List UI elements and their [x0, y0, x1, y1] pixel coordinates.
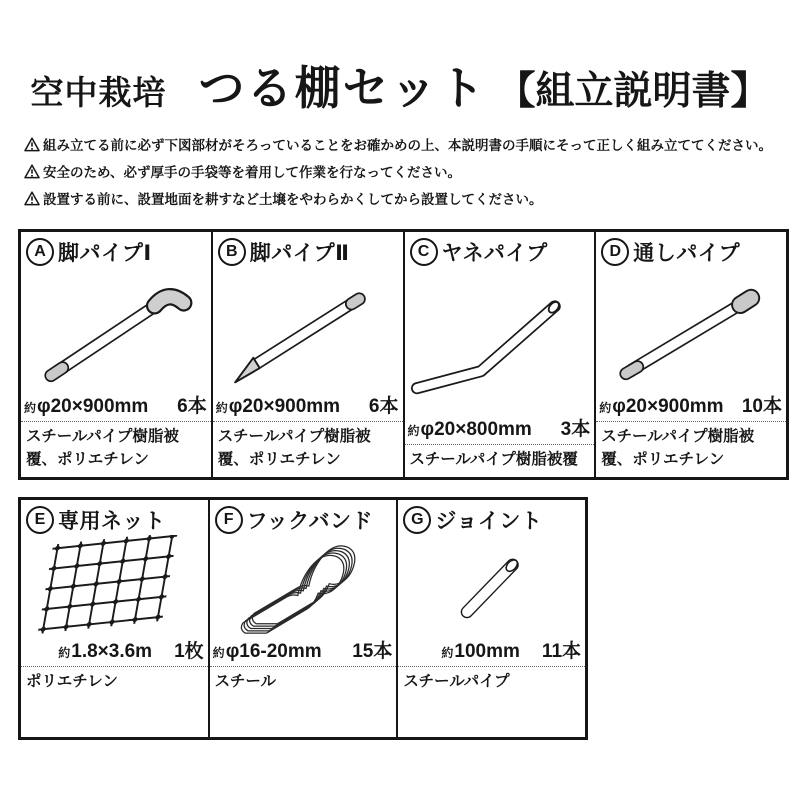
warning-text: 設置する前に、設置地面を耕すなど土壌をやわらかくしてから設置してください。: [43, 192, 543, 207]
part-cell-g: [396, 500, 585, 737]
part-header: [596, 232, 786, 267]
through-pipe-illustration: [596, 267, 786, 391]
part-header: [210, 500, 397, 535]
part-material: スチールパイプ樹脂被覆、ポリエチレン: [213, 421, 403, 477]
warning-line: [24, 161, 772, 181]
warning-text: 組み立てる前に必ず下図部材がそろっていることをお確かめの上、本説明書の手順にそって正しく組み立ててください。: [43, 138, 772, 153]
approx-label: 約: [212, 645, 225, 660]
warning-text: 安全のため、必ず厚手の手袋等を着用して作業を行なってください。: [43, 165, 461, 180]
part-letter-badge: E: [26, 506, 54, 534]
approx-label: 約: [58, 645, 71, 660]
part-letter-badge: F: [215, 506, 243, 534]
part-letter-badge: C: [410, 238, 438, 266]
warning-triangle-icon: [24, 137, 40, 152]
approx-label: 約: [24, 401, 37, 416]
hook-band-illustration: [210, 535, 397, 636]
part-material: スチールパイプ樹脂被覆、ポリエチレン: [596, 421, 786, 477]
part-cell-a: [21, 232, 211, 477]
spec-size: 1.8×3.6m: [71, 640, 153, 662]
part-header: [405, 232, 595, 267]
warning-line: [24, 188, 772, 208]
spec-size: φ20×900mm: [37, 396, 149, 418]
warning-triangle-icon: [24, 164, 40, 179]
part-spec: [210, 636, 397, 666]
part-name: ジョイント: [435, 510, 543, 533]
part-spec: [405, 414, 595, 444]
spec-size: φ20×900mm: [612, 396, 724, 418]
part-material: スチールパイプ樹脂被覆、ポリエチレン: [21, 421, 211, 477]
part-cell-c: [403, 232, 595, 477]
part-material: スチールパイプ樹脂被覆: [405, 444, 595, 477]
spec-qty: 11本: [541, 640, 582, 662]
title-prefix: 空中栽培: [30, 74, 167, 111]
approx-label: 約: [599, 401, 612, 416]
parts-table-top: [18, 229, 789, 480]
part-spec: [213, 391, 403, 421]
part-name: 通しパイプ: [633, 242, 741, 265]
leg-pipe-1-illustration: [21, 267, 211, 391]
title-main: つる棚セット: [198, 62, 487, 114]
part-name: 専用ネット: [58, 510, 166, 533]
spec-qty: 1枚: [174, 640, 204, 662]
page-title: [0, 52, 800, 118]
spec-size: φ16-20mm: [225, 640, 322, 662]
spec-qty: 10本: [741, 396, 782, 418]
parts-table-bottom: [18, 497, 588, 740]
part-material: ポリエチレン: [21, 666, 208, 737]
part-letter-badge: B: [218, 238, 246, 266]
part-spec: [596, 391, 786, 421]
spec-size: 100mm: [454, 640, 520, 662]
part-material: スチール: [210, 666, 397, 737]
part-cell-f: [208, 500, 397, 737]
part-name: 脚パイプⅠ: [58, 242, 152, 265]
part-header: [21, 232, 211, 267]
spec-qty: 15本: [352, 640, 393, 662]
spec-qty: 3本: [560, 418, 591, 440]
spec-size: φ20×800mm: [420, 418, 532, 440]
part-spec: [398, 636, 585, 666]
spec-qty: 6本: [368, 396, 399, 418]
approx-label: 約: [441, 645, 454, 660]
approx-label: 約: [407, 423, 420, 438]
part-cell-d: [594, 232, 786, 477]
part-spec: [21, 391, 211, 421]
part-letter-badge: G: [403, 506, 431, 534]
part-name: 脚パイプⅡ: [249, 242, 350, 265]
approx-label: 約: [215, 401, 228, 416]
title-suffix: 【組立説明書】: [496, 70, 770, 113]
warning-triangle-icon: [24, 191, 40, 206]
part-header: [21, 500, 208, 535]
part-header: [213, 232, 403, 267]
warning-line: [24, 134, 772, 154]
net-illustration: [21, 535, 208, 636]
part-letter-badge: D: [601, 238, 629, 266]
leg-pipe-2-illustration: [213, 267, 403, 391]
roof-pipe-illustration: [405, 267, 595, 414]
part-header: [398, 500, 585, 535]
part-cell-e: [21, 500, 208, 737]
joint-pipe-illustration: [398, 535, 585, 636]
warnings-list: [24, 134, 772, 215]
part-name: フックバンド: [246, 510, 373, 533]
part-name: ヤネパイプ: [441, 242, 548, 265]
part-letter-badge: A: [26, 238, 54, 266]
part-cell-b: [211, 232, 403, 477]
part-material: スチールパイプ: [398, 666, 585, 737]
part-spec: [21, 636, 208, 666]
spec-size: φ20×900mm: [228, 396, 341, 418]
spec-qty: 6本: [177, 396, 207, 418]
